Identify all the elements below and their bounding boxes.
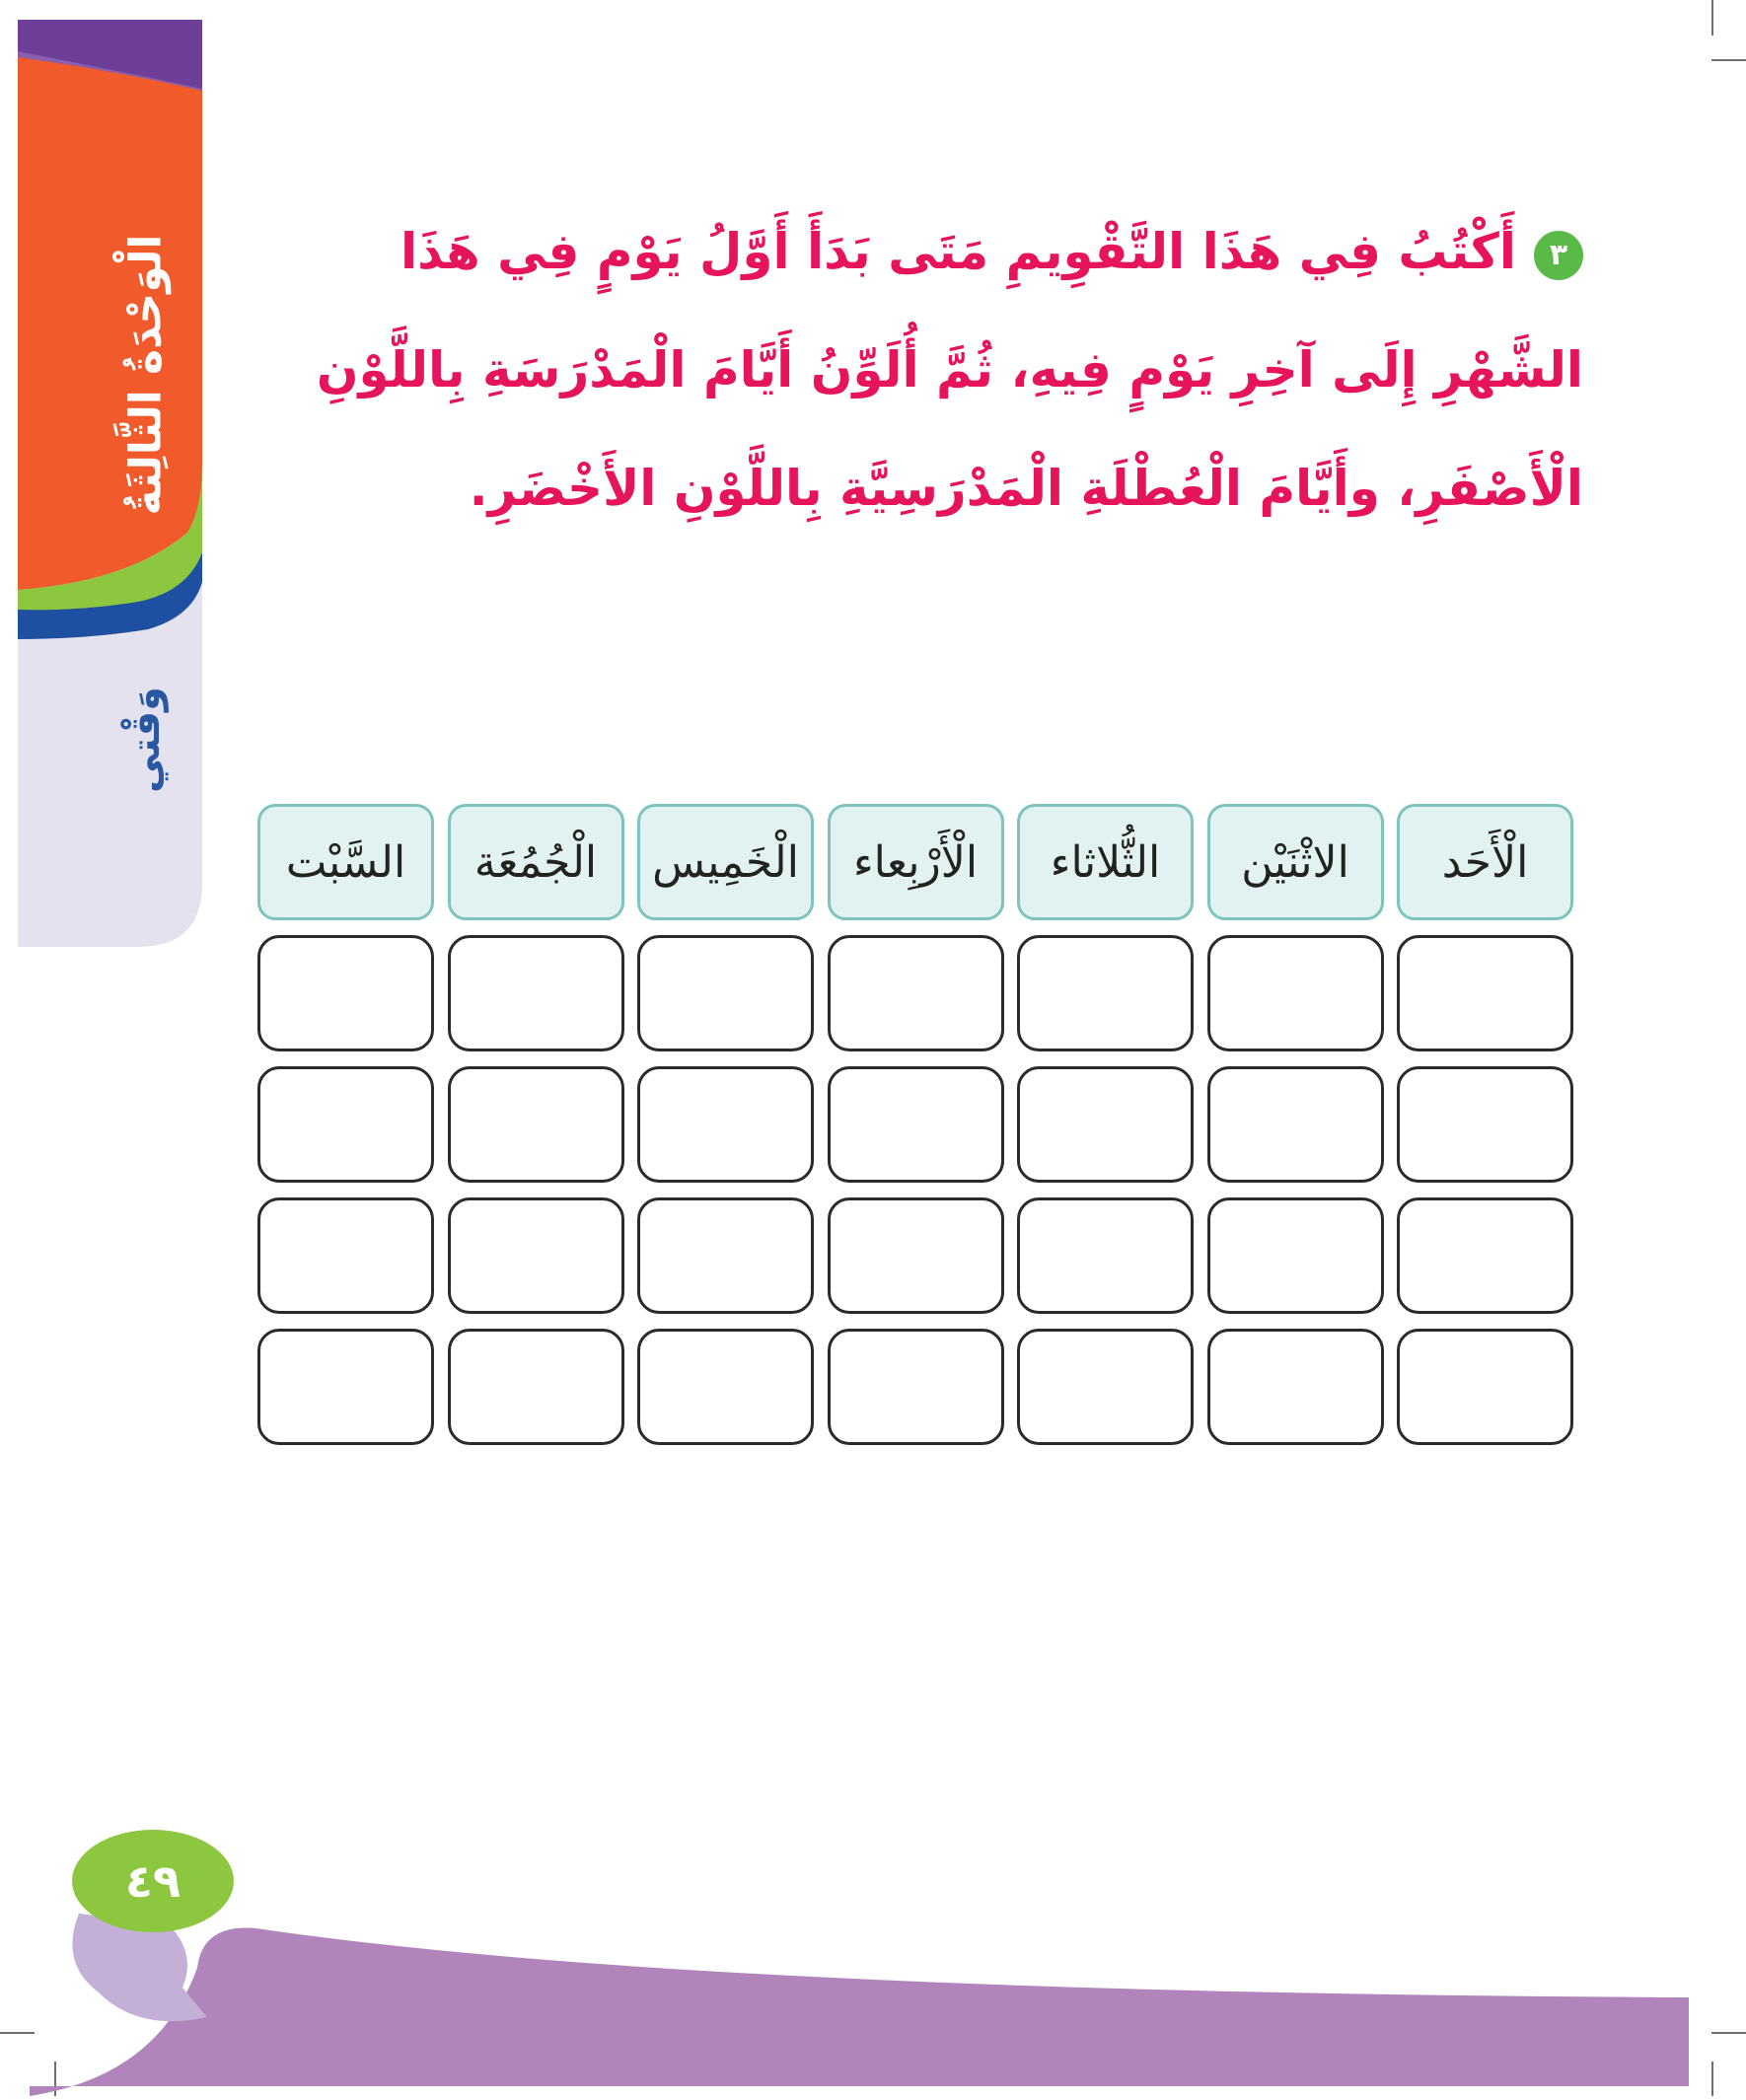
step-number-badge: ٣	[1534, 231, 1583, 280]
calendar-day-cell[interactable]	[1017, 1197, 1194, 1314]
day-header: الْأَرْبِعاء	[828, 804, 1004, 920]
calendar-day-cell[interactable]	[1207, 935, 1384, 1051]
topic-title: وَقْتي	[123, 687, 169, 793]
calendar-day-cell[interactable]	[257, 1329, 434, 1445]
calendar-day-cell[interactable]	[637, 1329, 814, 1445]
day-header: الاثْنَيْن	[1207, 804, 1384, 920]
calendar-day-cell[interactable]	[448, 1329, 624, 1445]
calendar-day-cell[interactable]	[637, 935, 814, 1051]
calendar-day-cell[interactable]	[828, 935, 1004, 1051]
day-header: الثُّلاثاء	[1017, 804, 1194, 920]
calendar-day-cell[interactable]	[637, 1197, 814, 1314]
calendar-day-cell[interactable]	[1017, 1329, 1194, 1445]
calendar-day-cell[interactable]	[1397, 1329, 1573, 1445]
instruction-text: أَكْتُبُ فِي هَذَا التَّقْوِيمِ مَتَى بَدَأَ أَوَّلُ يَوْمٍ فِي هَذَا الشَّهْرِ إِلَى آخِرِ يَوْمٍ فِيهِ، ثُمَّ أُلَوِّنُ أَيَّامَ الْمَدْرَسَةِ بِاللَّوْنِ الْأَصْفَرِ، وأَيَّامَ الْعُطْلَةِ الْمَدْرَسِيَّةِ بِاللَّوْنِ الأَخْضَرِ.	[316, 223, 1583, 517]
calendar-day-cell[interactable]	[257, 1066, 434, 1183]
calendar-day-cell[interactable]	[1207, 1066, 1384, 1183]
calendar-day-cell[interactable]	[828, 1329, 1004, 1445]
footer-wave	[0, 1874, 1746, 2096]
calendar-day-cell[interactable]	[448, 935, 624, 1051]
calendar-day-cell[interactable]	[637, 1066, 814, 1183]
calendar-day-cell[interactable]	[1397, 1197, 1573, 1314]
day-header: السَّبْت	[257, 804, 434, 920]
calendar-day-cell[interactable]	[448, 1197, 624, 1314]
footer-band	[0, 1874, 1746, 2096]
exercise-instruction	[247, 192, 1583, 547]
calendar-day-cell[interactable]	[828, 1066, 1004, 1183]
side-tab-shape	[0, 0, 207, 947]
calendar-day-cell[interactable]	[1397, 1066, 1573, 1183]
day-header: الْخَمِيس	[637, 804, 814, 920]
calendar-day-cell[interactable]	[1207, 1329, 1384, 1445]
calendar-day-cell[interactable]	[1017, 1066, 1194, 1183]
calendar-day-cell[interactable]	[1397, 935, 1573, 1051]
day-header: الْجُمُعَة	[448, 804, 624, 920]
calendar-day-cell[interactable]	[257, 1197, 434, 1314]
calendar-day-cell[interactable]	[257, 935, 434, 1051]
calendar-day-cell[interactable]	[448, 1066, 624, 1183]
day-header: الْأَحَد	[1397, 804, 1573, 920]
calendar-day-cell[interactable]	[828, 1197, 1004, 1314]
calendar-day-cell[interactable]	[1207, 1197, 1384, 1314]
calendar-grid	[252, 804, 1573, 1445]
unit-title: الْوَحْدَةُ الثَّالِثَةُ	[120, 234, 172, 516]
page-number: ٤٩	[124, 1854, 182, 1908]
unit-side-tab	[0, 0, 207, 947]
calendar-day-cell[interactable]	[1017, 935, 1194, 1051]
